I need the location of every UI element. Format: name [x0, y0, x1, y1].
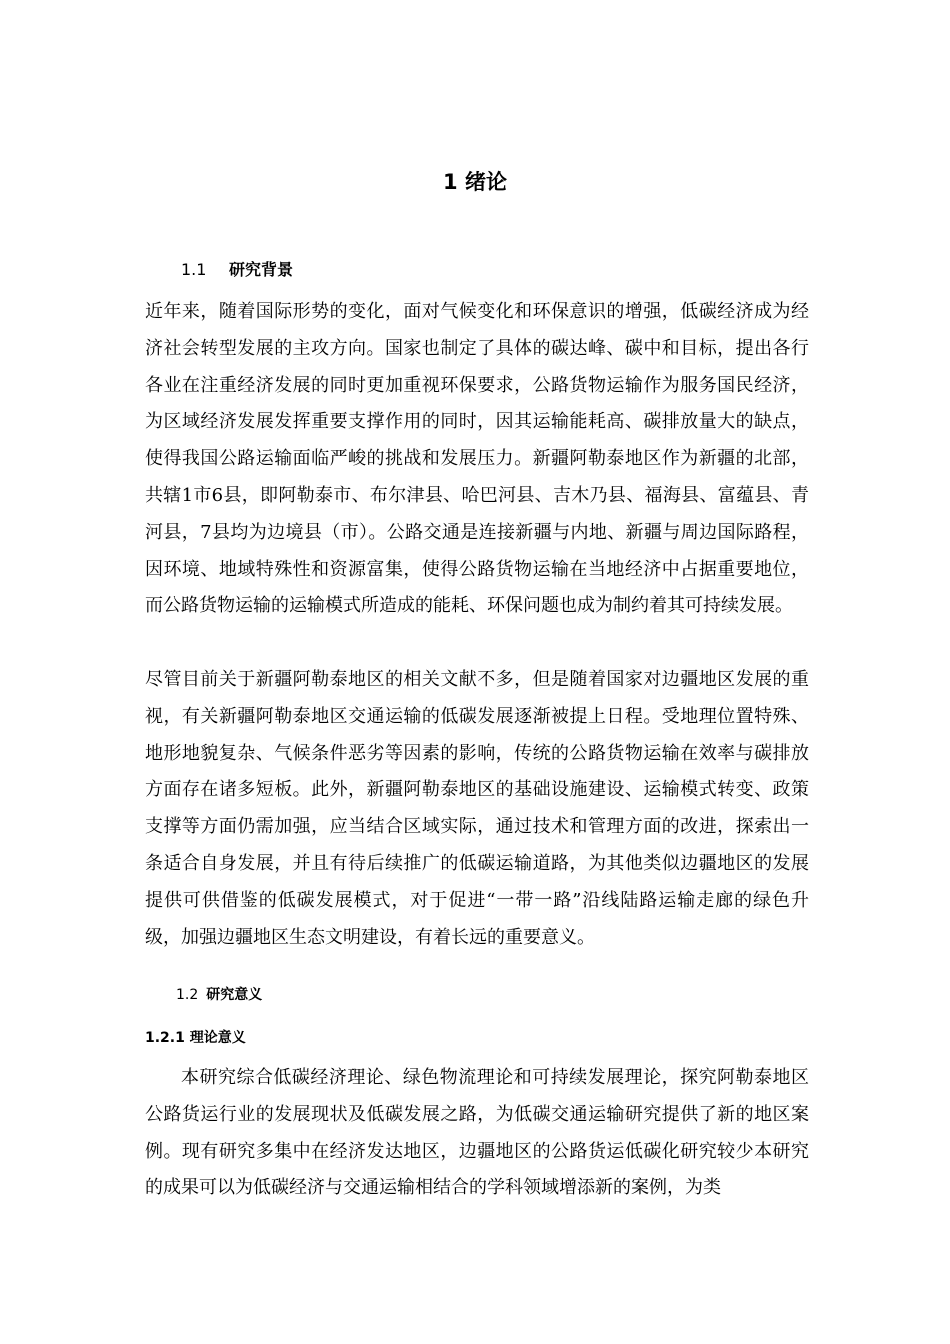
body-paragraph-background-1: 近年来，随着国际形势的变化，面对气候变化和环保意识的增强，低碳经济成为经济社会转型发展的主攻方向。国家也制定了具体的碳达峰、碳中和目标，提出各行各业在注重经济发展的同时更加重视环保要求，公路货物运输作为服务国民经济，为区域经济发展发挥重要支撑作用的同时，因其运输能耗高、碳排放量大的缺点，使得我国公路运输面临严峻的挑战和发展压力。新疆阿勒泰地区作为新疆的北部，共辖1市6县，即阿勒泰市、布尔津县、哈巴河县、吉木乃县、福海县、富蕴县、青河县，7县均为边境县（市）。公路交通是连接新疆与内地、新疆与周边国际路程，因环境、地域特殊性和资源富集，使得公路货物运输在当地经济中占据重要地位，而公路货物运输的运输模式所造成的能耗、环保问题也成为制约着其可持续发展。 [145, 301, 809, 617]
section-heading-1-2 [176, 985, 262, 1005]
subsection-heading-1-2-1: 1.2.1 理论意义 [145, 1030, 246, 1046]
section-heading-1-1 [181, 259, 293, 281]
section-number: 1.1 [181, 260, 207, 279]
chapter-title: 1 绪论 [443, 170, 507, 194]
section-title: 研究意义 [206, 987, 263, 1003]
body-paragraph-background-2: 尽管目前关于新疆阿勒泰地区的相关文献不多，但是随着国家对边疆地区发展的重视，有关新疆阿勒泰地区交通运输的低碳发展逐渐被提上日程。受地理位置特殊、地形地貌复杂、气候条件恶劣等因素的影响，传统的公路货物运输在效率与碳排放方面存在诸多短板。此外，新疆阿勒泰地区的基础设施建设、运输模式转变、政策支撑等方面仍需加强，应当结合区域实际，通过技术和管理方面的改进，探索出一条适合自身发展，并且有待后续推广的低碳运输道路，为其他类似边疆地区的发展提供可供借鉴的低碳发展模式，对于促进“一带一路”沿线陆路运输走廊的绿色升级，加强边疆地区生态文明建设，有着长远的重要意义。 [145, 669, 809, 948]
body-paragraph-theory: 本研究综合低碳经济理论、绿色物流理论和可持续发展理论，探究阿勒泰地区公路货运行业的发展现状及低碳发展之路，为低碳交通运输研究提供了新的地区案例。现有研究多集中在经济发达地区，边疆地区的公路货运低碳化研究较少本研究的成果可以为低碳经济与交通运输相结合的学科领域增添新的案例，为类 [145, 1067, 809, 1199]
section-number: 1.2 [176, 987, 199, 1003]
section-title: 研究背景 [229, 260, 294, 279]
